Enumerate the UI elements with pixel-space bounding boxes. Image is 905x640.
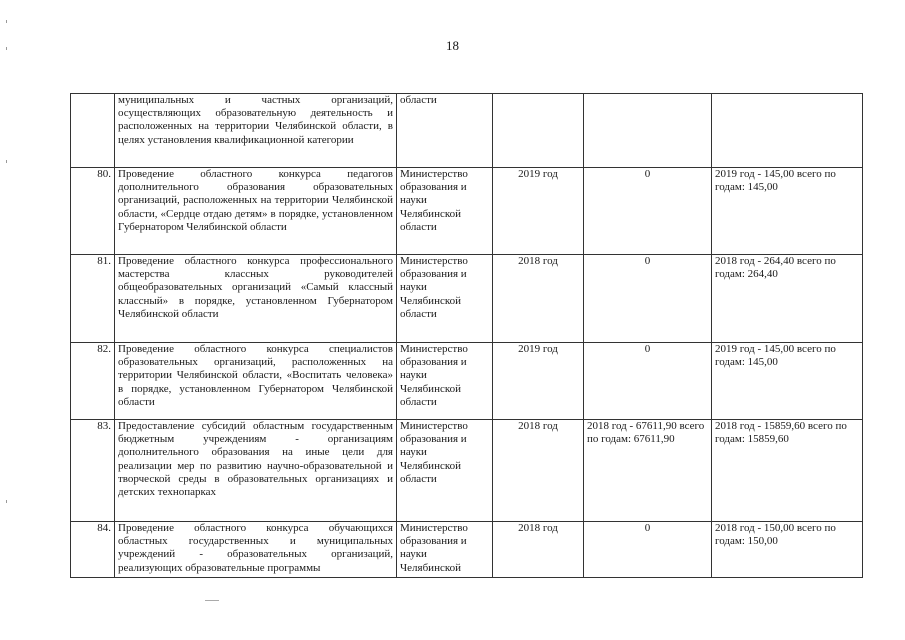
implementation-year xyxy=(493,94,584,168)
scan-mark xyxy=(6,47,7,50)
federal-budget: 2018 год - 150,00 всего по годам: 150,00 xyxy=(712,522,863,578)
implementation-year: 2018 год xyxy=(493,420,584,522)
scan-mark xyxy=(205,600,219,601)
regional-budget xyxy=(584,94,712,168)
regional-budget: 0 xyxy=(584,168,712,255)
federal-budget: 2018 год - 15859,60 всего по годам: 15859,60 xyxy=(712,420,863,522)
responsible-executor: Министерство образования и науки Челябинской xyxy=(397,522,493,578)
regional-budget: 2018 год - 67611,90 всего по годам: 67611,90 xyxy=(584,420,712,522)
table-row xyxy=(71,420,863,522)
page-number: 18 xyxy=(446,38,459,53)
implementation-year: 2019 год xyxy=(493,343,584,420)
responsible-executor: Министерство образования и науки Челябинской области xyxy=(397,420,493,522)
row-number: 80. xyxy=(71,168,115,255)
measure-description: муниципальных и частных организаций, осуществляющих образовательную деятельность и расположенных на территории Челябинской области, в целях установления квалификационной категории xyxy=(115,94,397,168)
table-row xyxy=(71,168,863,255)
row-number xyxy=(71,94,115,168)
table-row xyxy=(71,522,863,578)
row-number: 84. xyxy=(71,522,115,578)
federal-budget xyxy=(712,94,863,168)
measure-description: Предоставление субсидий областным государственным бюджетным учреждениям - организациям дополнительного образования на иные цели для реализации мер по развитию научно-образовательной и творческой среды в образовательных организациях и детских технопарках xyxy=(115,420,397,522)
implementation-year: 2019 год xyxy=(493,168,584,255)
measure-description: Проведение областного конкурса обучающихся областных государственных и муниципальных учреждений - образовательных организаций, реализующих образовательные программы xyxy=(115,522,397,578)
measure-description: Проведение областного конкурса профессионального мастерства классных руководителей общеобразовательных организаций «Самый классный классный» в порядке, установленном Губернатором Челябинской области xyxy=(115,255,397,343)
measure-description: Проведение областного конкурса педагогов дополнительного образования образовательных организаций, расположенных на территории Челябинской области, «Сердце отдаю детям» в порядке, установленном Губернатором Челябинской области xyxy=(115,168,397,255)
row-number: 82. xyxy=(71,343,115,420)
scan-mark xyxy=(6,500,7,503)
measures-table xyxy=(70,93,863,578)
federal-budget: 2018 год - 264,40 всего по годам: 264,40 xyxy=(712,255,863,343)
row-number: 83. xyxy=(71,420,115,522)
implementation-year: 2018 год xyxy=(493,255,584,343)
regional-budget: 0 xyxy=(584,522,712,578)
implementation-year: 2018 год xyxy=(493,522,584,578)
regional-budget: 0 xyxy=(584,255,712,343)
table-row xyxy=(71,94,863,168)
responsible-executor: области xyxy=(397,94,493,168)
scan-mark xyxy=(6,20,7,23)
table-row xyxy=(71,255,863,343)
federal-budget: 2019 год - 145,00 всего по годам: 145,00 xyxy=(712,343,863,420)
table-row xyxy=(71,343,863,420)
measure-description: Проведение областного конкурса специалистов образовательных организаций, расположенных на территории Челябинской области, «Воспитать человека» в порядке, установленном Губернатором Челябинской области xyxy=(115,343,397,420)
responsible-executor: Министерство образования и науки Челябинской области xyxy=(397,255,493,343)
federal-budget: 2019 год - 145,00 всего по годам: 145,00 xyxy=(712,168,863,255)
responsible-executor: Министерство образования и науки Челябинской области xyxy=(397,343,493,420)
responsible-executor: Министерство образования и науки Челябинской области xyxy=(397,168,493,255)
regional-budget: 0 xyxy=(584,343,712,420)
row-number: 81. xyxy=(71,255,115,343)
scan-mark xyxy=(6,160,7,163)
